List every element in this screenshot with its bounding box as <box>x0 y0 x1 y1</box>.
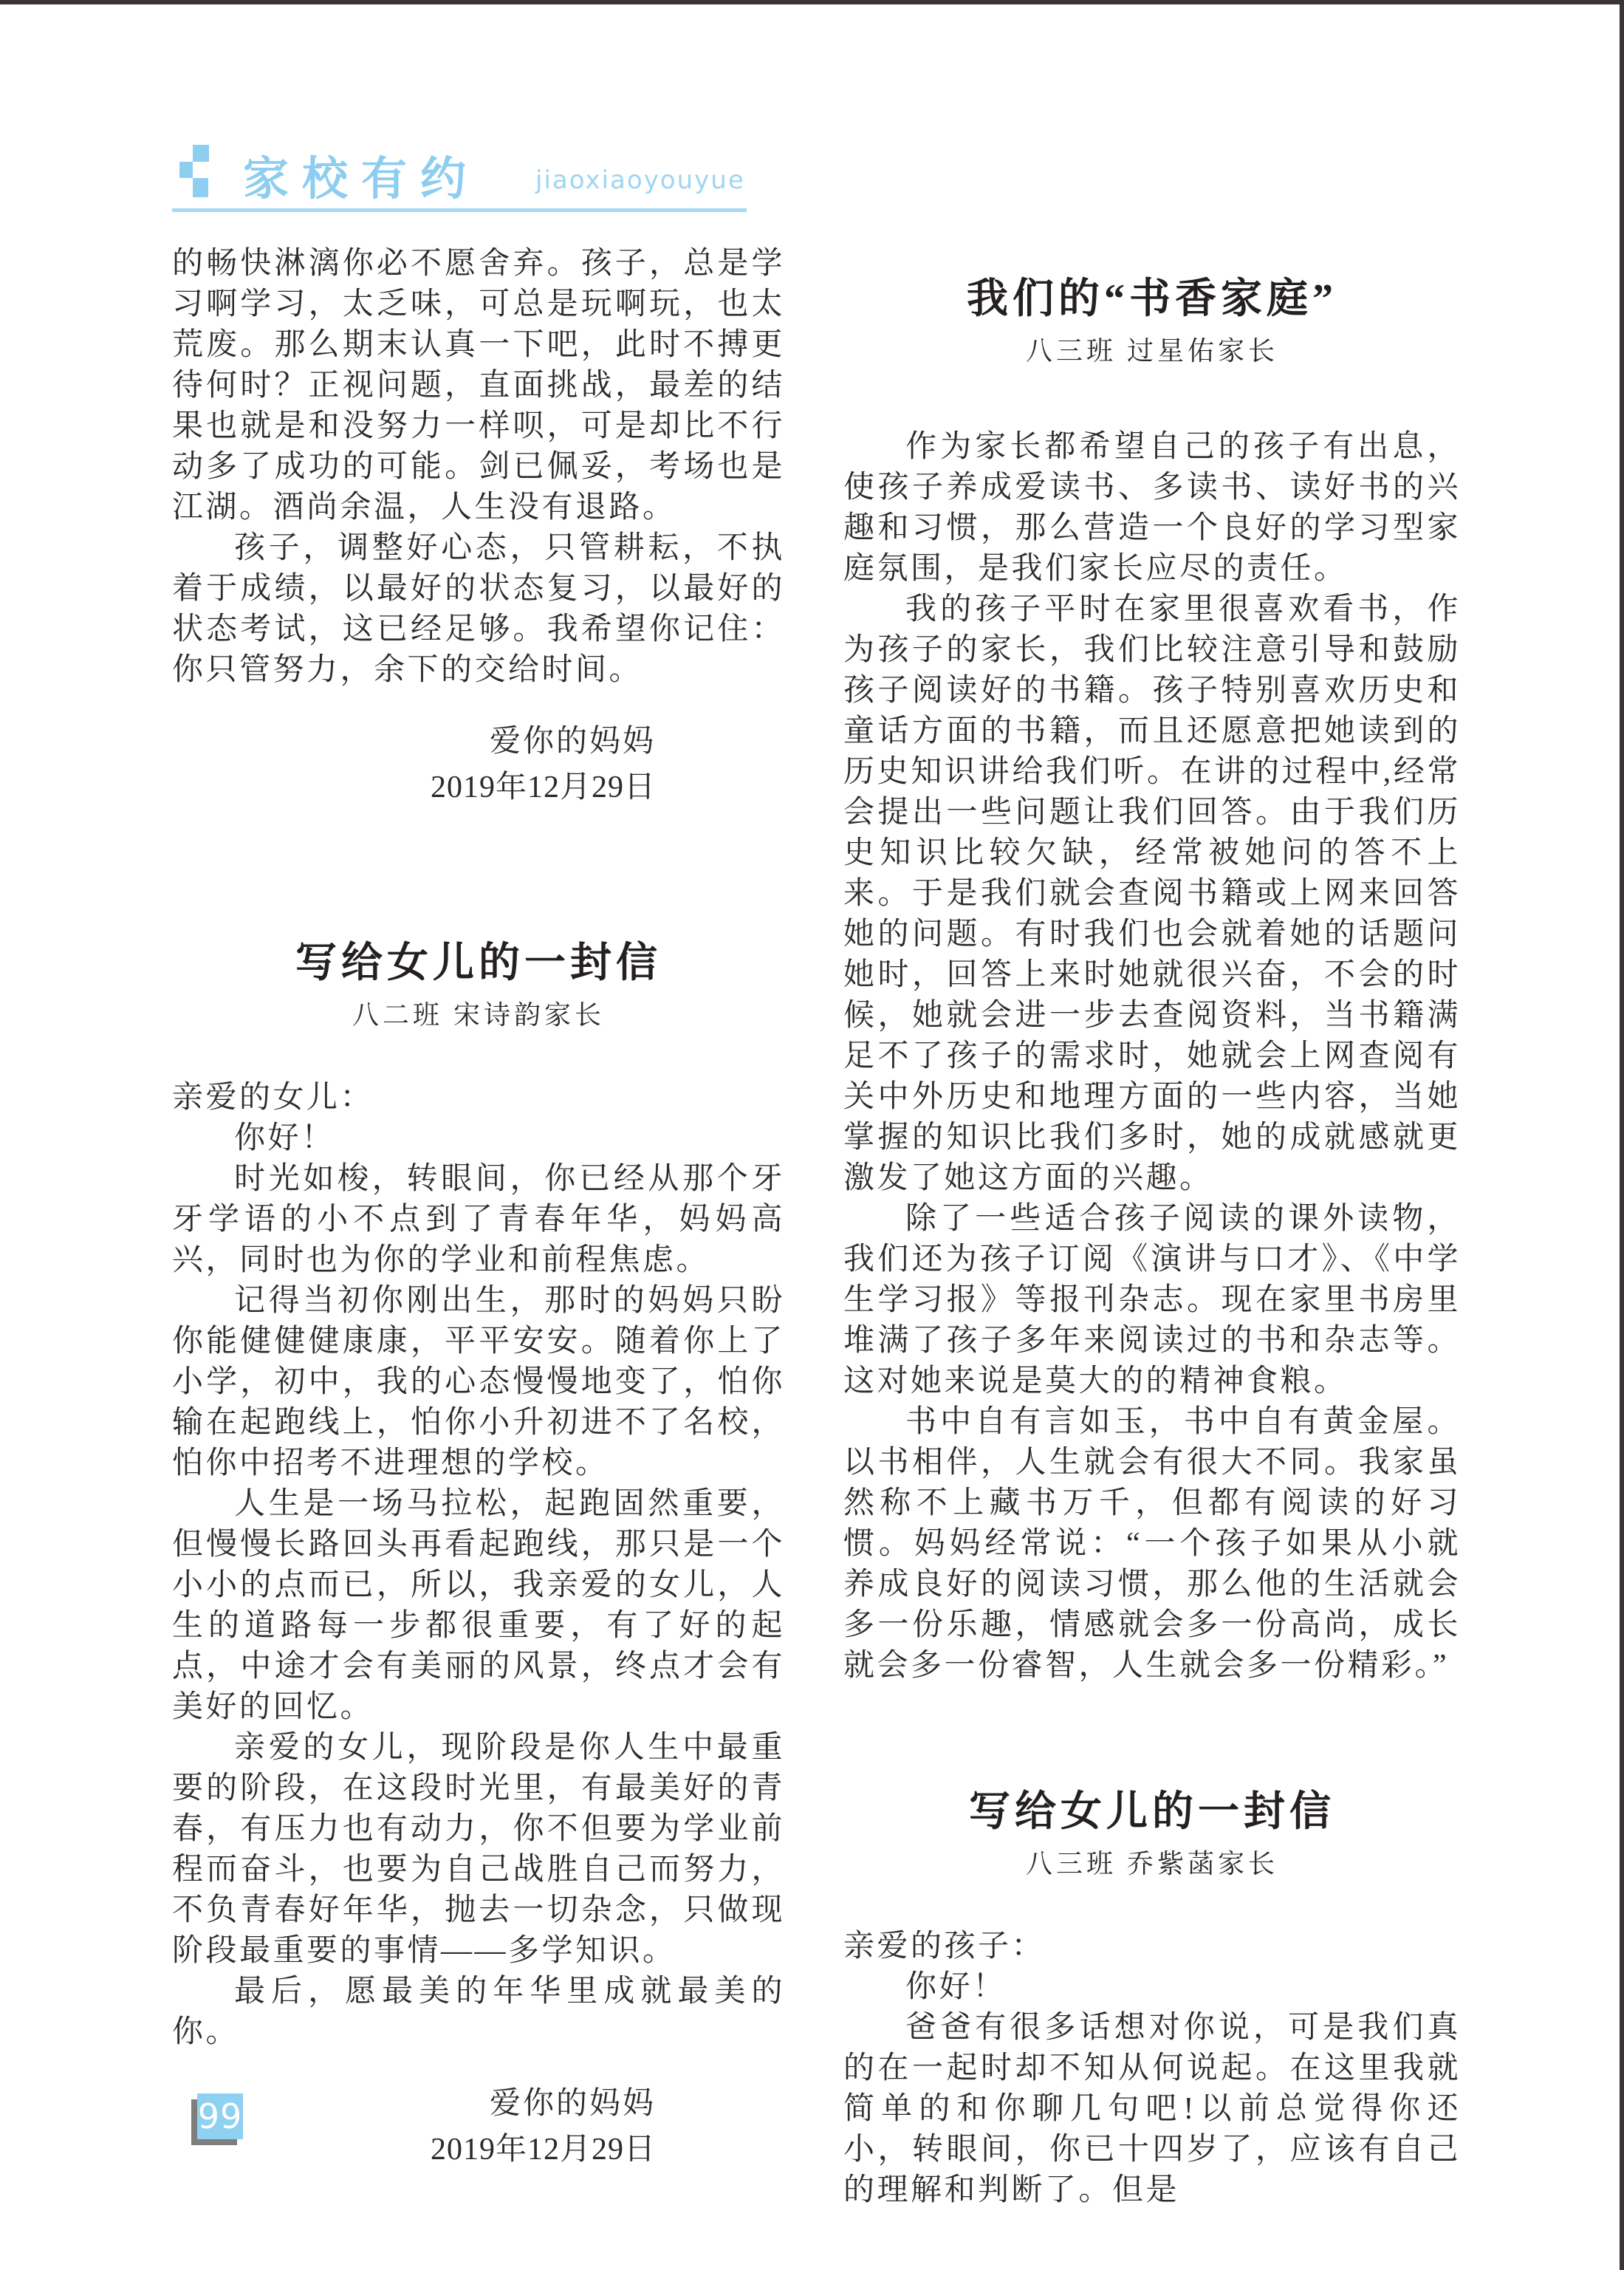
signature-name: 爱你的妈妈 <box>489 725 656 759</box>
continuation-paragraph: 孩子，调整好心态，只管耕耘，不执着于成绩，以最好的状态复习，以最好的状态考试，这已经足够。我希望你记住：你只管努力，余下的交给时间。 <box>172 531 785 687</box>
letter-paragraph: 亲爱的女儿，现阶段是你人生中最重要的阶段，在这段时光里，有最美好的青春，有压力也有动力，你不但要为学业前程而奋斗，也要为自己战胜自己而努力，不负青春好年华，抛去一切杂念，只做现阶段最重要的事情——多学知识。 <box>172 1731 785 1968</box>
letter-paragraph: 你好！ <box>905 1970 1007 2004</box>
letter-paragraph: 记得当初你刚出生，那时的妈妈只盼你能健健健康康，平平安安。随着你上了小学，初中，我的心态慢慢地变了，怕你输在起跑线上，怕你小升初进不了名校，怕你中招考不进理想的学校。 <box>172 1284 785 1480</box>
logo-square-middle <box>179 162 193 178</box>
logo-square-bottom <box>193 178 208 197</box>
letter-salutation: 亲爱的女儿： <box>172 1081 374 1115</box>
page-edge-top <box>0 0 1624 4</box>
section-header <box>172 145 1461 215</box>
letter-signature <box>172 719 785 810</box>
article-byline: 八三班 乔紫菡家长 <box>1025 1849 1278 1878</box>
checker-squares-logo-icon <box>179 145 213 198</box>
left-column <box>172 244 785 2172</box>
article-paragraph: 除了一些适合孩子阅读的课外读物，我们还为孩子订阅《演讲与口才》、《中学生学习报》等报刊杂志。现在家里书房里堆满了孩子多年来阅读过的书和杂志等。这对她来说是莫大的的精神食粮。 <box>843 1202 1461 1398</box>
page-number-badge <box>197 2093 243 2139</box>
header-underline <box>172 208 747 212</box>
page-edge-right <box>1620 0 1624 2270</box>
article-paragraph: 书中自有言如玉，书中自有黄金屋。以书相伴，人生就会有很大不同。我家虽然称不上藏书万千，但都有阅读的好习惯。妈妈经常说：“一个孩子如果从小就养成良好的阅读习惯，那么他的生活就会多一份乐趣，情感就会多一份高尚，成长就会多一份睿智，人生就会多一份精彩。” <box>843 1405 1461 1683</box>
article-paragraph: 我的孩子平时在家里很喜欢看书，作为孩子的家长，我们比较注意引导和鼓励孩子阅读好的书籍。孩子特别喜欢历史和童话方面的书籍，而且还愿意把她读到的历史知识讲给我们听。在讲的过程中,经常会提出一些问题让我们回答。由于我们历史知识比较欠缺，经常被她问的答不上来。于是我们就会查阅书籍或上网来回答她的问题。有时我们也会就着她的话题问她时，回答上来时她就很兴奋，不会的时候，她就会进一步去查阅资料，当书籍满足不了孩子的需求时，她就会上网查阅有关中外历史和地理方面的一些内容，当她掌握的知识比我们多时，她的成就感就更激发了她这方面的兴趣。 <box>843 592 1461 1195</box>
article-byline: 八三班 过星佑家长 <box>1025 336 1278 366</box>
right-column <box>843 273 1461 2211</box>
letter-salutation: 亲爱的孩子： <box>843 1929 1046 1963</box>
letter-paragraph: 爸爸有很多话想对你说，可是我们真的在一起时却不知从何说起。在这里我就简单的和你聊几句吧!以前总觉得你还小，转眼间，你已十四岁了，应该有自己的理解和判断了。但是 <box>843 2011 1461 2207</box>
signature-name: 爱你的妈妈 <box>489 2087 656 2121</box>
letter-paragraph: 时光如梭，转眼间，你已经从那个牙牙学语的小不点到了青春年华，妈妈高兴，同时也为你的学业和前程焦虑。 <box>172 1162 785 1277</box>
section-brand-title: 家校有约 <box>243 151 480 205</box>
article-title: 我们的“书香家庭” <box>967 276 1337 322</box>
section-brand-romanization: jiaoxiaoyouyue <box>535 165 745 195</box>
letter-paragraph: 最后，愿最美的年华里成就最美的你。 <box>172 1975 785 2049</box>
article-paragraph: 作为家长都希望自己的孩子有出息，使孩子养成爱读书、多读书、读好书的兴趣和习惯，那么营造一个良好的学习型家庭氛围，是我们家长应尽的责任。 <box>843 430 1461 586</box>
page-number: 99 <box>197 2096 243 2136</box>
continuation-paragraph: 的畅快淋漓你必不愿舍弃。孩子，总是学习啊学习，太乏味，可总是玩啊玩，也太荒废。那么期末认真一下吧，此时不搏更待何时？正视问题，直面挑战，最差的结果也就是和没努力一样呗，可是却比不行动多了成功的可能。剑已佩妥，考场也是江湖。酒尚余温，人生没有退路。 <box>172 247 785 524</box>
signature-date: 2019年12月29日 <box>430 2133 656 2167</box>
letter-paragraph: 你好！ <box>234 1121 335 1155</box>
letter-paragraph: 人生是一场马拉松，起跑固然重要，但慢慢长路回头再看起跑线，那只是一个小小的点而已，所以，我亲爱的女儿，人生的道路每一步都很重要，有了好的起点，中途才会有美丽的风景，终点才会有美好的回忆。 <box>172 1487 785 1724</box>
logo-square-top <box>193 145 209 162</box>
article-title: 写给女儿的一封信 <box>295 940 662 986</box>
article-byline: 八二班 宋诗韵家长 <box>352 1000 605 1030</box>
signature-date: 2019年12月29日 <box>430 770 656 804</box>
article-title: 写给女儿的一封信 <box>969 1789 1335 1835</box>
letter-signature <box>172 2081 785 2172</box>
